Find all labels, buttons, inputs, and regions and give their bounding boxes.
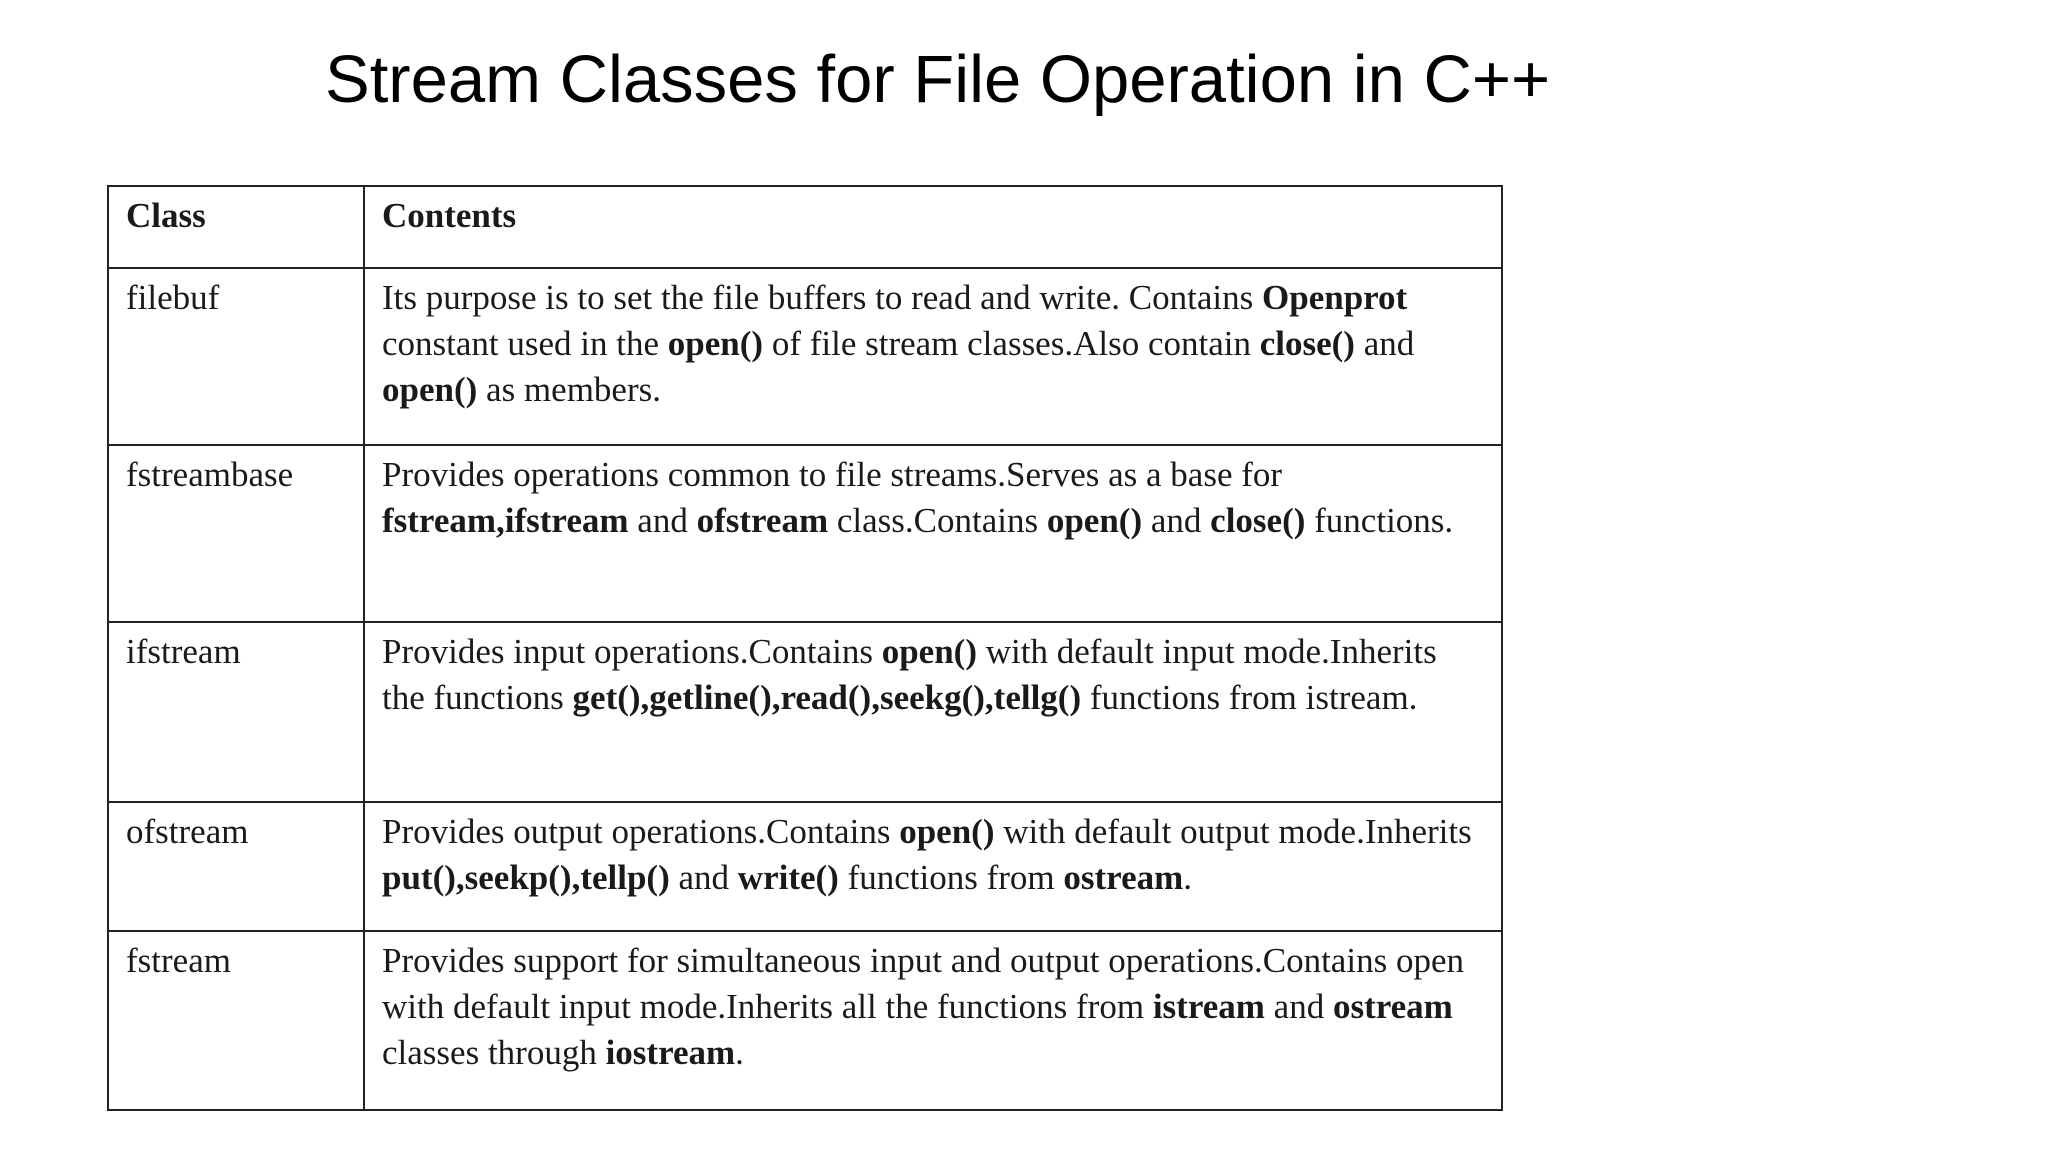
bold-term: close() [1259,324,1355,363]
bold-term: istream [1152,987,1265,1026]
bold-term: Openprot [1262,278,1408,317]
bold-term: ostream [1063,858,1184,897]
bold-term: iostream [605,1033,736,1072]
class-name-cell: fstream [108,931,364,1110]
table-row [108,622,1502,802]
table-row [108,802,1502,931]
table-row [108,931,1502,1110]
bold-term: open() [899,812,995,851]
class-name-cell: ifstream [108,622,364,802]
contents-cell: Provides operations common to file streams.Serves as a base for fstream,ifstream and ofstream class.Contains open() and close() functions. [364,445,1502,622]
contents-cell: Its purpose is to set the file buffers to read and write. Contains Openprot constant used in the open() of file stream classes.Also contain close() and open() as members. [364,268,1502,445]
bold-term: open() [382,370,478,409]
bold-term: ofstream [696,501,829,540]
bold-term: get(),getline(),read(),seekg(),tellg() [572,678,1082,717]
bold-term: fstream,ifstream [382,501,629,540]
header-class: Class [108,186,364,268]
bold-term: ostream [1332,987,1453,1026]
table-row [108,268,1502,445]
header-contents: Contents [364,186,1502,268]
class-name-cell: ofstream [108,802,364,931]
bold-term: write() [737,858,839,897]
stream-classes-table-wrapper [107,185,1503,1111]
class-name-cell: fstreambase [108,445,364,622]
slide-title: Stream Classes for File Operation in C++ [325,42,1551,117]
bold-term: open() [667,324,764,363]
stream-classes-table [107,185,1503,1111]
bold-term: open() [1046,501,1143,540]
class-name-cell: filebuf [108,268,364,445]
contents-cell: Provides output operations.Contains open() with default output mode.Inherits put(),seekp(),tellp() and write() functions from ostream. [364,802,1502,931]
contents-cell: Provides support for simultaneous input and output operations.Contains open with default input mode.Inherits all the functions from istream and ostream classes through iostream. [364,931,1502,1110]
bold-term: close() [1210,501,1306,540]
contents-cell: Provides input operations.Contains open() with default input mode.Inherits the functions get(),getline(),read(),seekg(),tellg() functions from istream. [364,622,1502,802]
table-header-row [108,186,1502,268]
bold-term: open() [881,632,977,671]
bold-term: put(),seekp(),tellp() [382,858,670,897]
table-row [108,445,1502,622]
